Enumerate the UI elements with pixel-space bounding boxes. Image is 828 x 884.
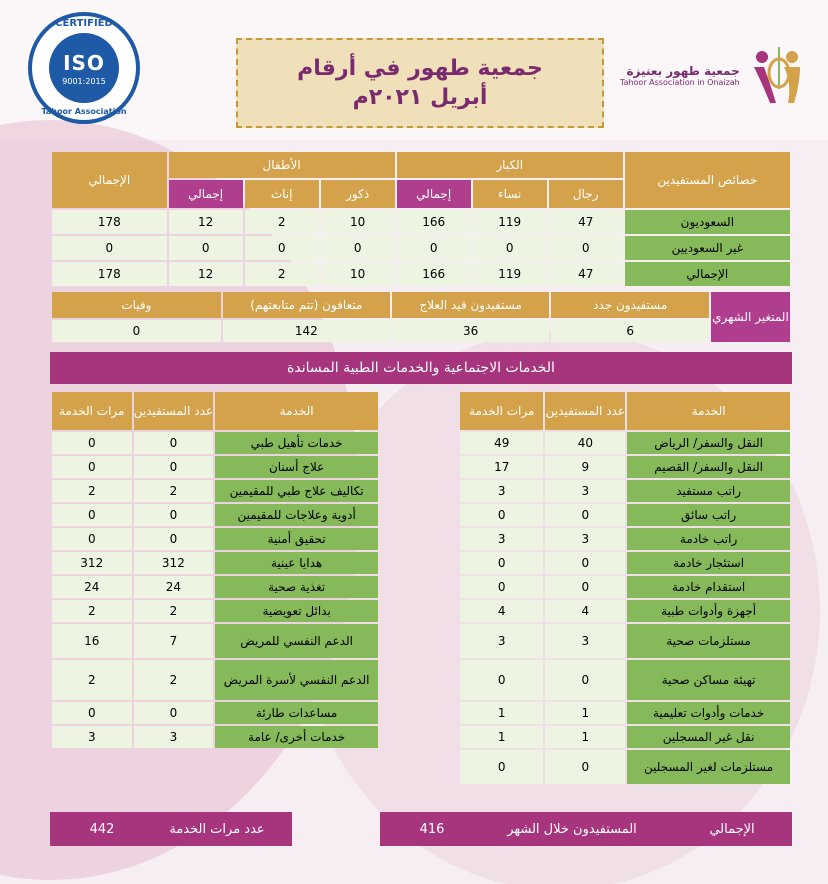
row-label: الإجمالي bbox=[625, 262, 790, 286]
page-subtitle-date: أبريل ٢٠٢١م bbox=[352, 85, 488, 110]
beneficiaries-count: 0 bbox=[545, 552, 625, 574]
service-name: مساعدات طارئة bbox=[215, 702, 378, 724]
beneficiaries-count: 0 bbox=[134, 702, 214, 724]
beneficiaries-count: 2 bbox=[134, 660, 214, 700]
cell-children-total: 12 bbox=[169, 262, 243, 286]
service-name: النقل والسفر/ القصيم bbox=[627, 456, 790, 478]
header-recovered: متعافون (تتم متابعتهم) bbox=[223, 292, 390, 318]
service-times: 0 bbox=[460, 750, 543, 784]
service-name: الدعم النفسي للمريض bbox=[215, 624, 378, 658]
cell-males: 0 bbox=[321, 236, 395, 260]
service-times: 0 bbox=[460, 504, 543, 526]
table-row bbox=[52, 726, 378, 748]
table-row bbox=[52, 210, 790, 234]
header-men: رجال bbox=[549, 180, 623, 208]
service-name: تغذية صحية bbox=[215, 576, 378, 598]
cell-males: 10 bbox=[321, 210, 395, 234]
table-row bbox=[52, 528, 378, 550]
header-females: إناث bbox=[245, 180, 319, 208]
service-times: 0 bbox=[52, 432, 132, 454]
beneficiaries-count: 2 bbox=[134, 480, 214, 502]
service-name: خدمات أخرى/ عامة bbox=[215, 726, 378, 748]
service-name: أجهزة وأدوات طبية bbox=[627, 600, 790, 622]
service-name: أدوية وعلاجات للمقيمين bbox=[215, 504, 378, 526]
cell-women: 119 bbox=[473, 262, 547, 286]
service-times: 0 bbox=[52, 702, 132, 724]
header-deaths: وفيات bbox=[52, 292, 221, 318]
beneficiaries-count: 24 bbox=[134, 576, 214, 598]
beneficiaries-count: 0 bbox=[134, 528, 214, 550]
beneficiaries-count: 0 bbox=[134, 504, 214, 526]
table-row bbox=[52, 660, 378, 700]
iso-certification-seal bbox=[28, 12, 140, 124]
service-times: 24 bbox=[52, 576, 132, 598]
cell-total: 178 bbox=[52, 210, 167, 234]
cell-men: 0 bbox=[549, 236, 623, 260]
seal-standard-text: 9001:2015 bbox=[62, 76, 106, 86]
beneficiaries-count: 1 bbox=[545, 702, 625, 724]
service-name: هدايا عينية bbox=[215, 552, 378, 574]
row-label: السعوديون bbox=[625, 210, 790, 234]
service-times: 2 bbox=[52, 600, 132, 622]
row-label: غير السعوديين bbox=[625, 236, 790, 260]
service-times: 3 bbox=[460, 480, 543, 502]
service-times: 3 bbox=[52, 726, 132, 748]
table-row bbox=[460, 552, 790, 574]
header-beneficiaries: عدد المستفيدين bbox=[545, 392, 625, 430]
services-table-right bbox=[458, 390, 792, 786]
value-deaths: 0 bbox=[52, 320, 221, 342]
cell-females: 2 bbox=[245, 262, 319, 286]
monthly-label: المتغير الشهري bbox=[711, 292, 790, 342]
cell-males: 10 bbox=[321, 262, 395, 286]
table-row bbox=[460, 600, 790, 622]
cell-men: 47 bbox=[549, 210, 623, 234]
footer-total-bar bbox=[380, 812, 792, 846]
service-times: 16 bbox=[52, 624, 132, 658]
page-title: جمعية طهور في أرقام bbox=[297, 56, 543, 81]
service-times: 3 bbox=[460, 528, 543, 550]
footer-total-label: الإجمالي bbox=[709, 821, 755, 837]
table-row bbox=[52, 552, 378, 574]
value-new-beneficiaries: 6 bbox=[551, 320, 709, 342]
header-under-treatment: مستفيدون قيد العلاج bbox=[392, 292, 550, 318]
service-name: خدمات تأهيل طبي bbox=[215, 432, 378, 454]
table-row bbox=[52, 432, 378, 454]
beneficiaries-count: 4 bbox=[545, 600, 625, 622]
footer-monthly-beneficiaries-value: 416 bbox=[419, 821, 445, 837]
service-name: النقل والسفر/ الرياض bbox=[627, 432, 790, 454]
table-row bbox=[52, 600, 378, 622]
cell-children-total: 12 bbox=[169, 210, 243, 234]
header-service: الخدمة bbox=[215, 392, 378, 430]
services-section-title: الخدمات الاجتماعية والخدمات الطبية المساندة bbox=[50, 352, 792, 384]
service-times: 0 bbox=[460, 552, 543, 574]
table-row bbox=[52, 480, 378, 502]
service-times: 3 bbox=[460, 624, 543, 658]
beneficiaries-count: 2 bbox=[134, 600, 214, 622]
service-name: نقل غير المسجلين bbox=[627, 726, 790, 748]
table-row bbox=[52, 624, 378, 658]
service-times: 49 bbox=[460, 432, 543, 454]
beneficiaries-count: 3 bbox=[545, 480, 625, 502]
header-children: الأطفال bbox=[169, 152, 395, 178]
beneficiaries-count: 40 bbox=[545, 432, 625, 454]
cell-total: 0 bbox=[52, 236, 167, 260]
table-row bbox=[52, 576, 378, 598]
cell-men: 47 bbox=[549, 262, 623, 286]
service-name: بدائل تعويضية bbox=[215, 600, 378, 622]
beneficiaries-count: 0 bbox=[545, 576, 625, 598]
footer-service-times-bar bbox=[50, 812, 292, 846]
service-name: تهيئة مساكن صحية bbox=[627, 660, 790, 700]
cell-total: 178 bbox=[52, 262, 167, 286]
table-row bbox=[460, 660, 790, 700]
service-times: 1 bbox=[460, 726, 543, 748]
service-name: تحقيق أمنية bbox=[215, 528, 378, 550]
service-times: 0 bbox=[460, 576, 543, 598]
cell-children-total: 0 bbox=[169, 236, 243, 260]
cell-adults-total: 166 bbox=[397, 210, 471, 234]
service-name: مستلزمات صحية bbox=[627, 624, 790, 658]
monthly-variables-table bbox=[50, 290, 792, 344]
table-row bbox=[460, 504, 790, 526]
header-males: ذكور bbox=[321, 180, 395, 208]
seal-top-text: CERTIFIED bbox=[55, 18, 113, 29]
service-times: 0 bbox=[52, 504, 132, 526]
service-name: خدمات وأدوات تعليمية bbox=[627, 702, 790, 724]
beneficiaries-count: 0 bbox=[134, 432, 214, 454]
service-times: 4 bbox=[460, 600, 543, 622]
cell-females: 0 bbox=[245, 236, 319, 260]
header-women: نساء bbox=[473, 180, 547, 208]
header-characteristics: خصائص المستفيدين bbox=[625, 152, 790, 208]
seal-core bbox=[49, 33, 119, 103]
cell-women: 0 bbox=[473, 236, 547, 260]
logo-text bbox=[620, 64, 740, 87]
service-name: راتب خادمة bbox=[627, 528, 790, 550]
cell-women: 119 bbox=[473, 210, 547, 234]
beneficiaries-count: 0 bbox=[134, 456, 214, 478]
service-times: 0 bbox=[52, 528, 132, 550]
service-name: راتب مستفيد bbox=[627, 480, 790, 502]
header-adults-total: إجمالي bbox=[397, 180, 471, 208]
table-row bbox=[460, 456, 790, 478]
header-service: الخدمة bbox=[627, 392, 790, 430]
table-row bbox=[460, 576, 790, 598]
logo-english-name: Tahoor Association in Onaizah bbox=[620, 77, 740, 87]
service-name: علاج أسنان bbox=[215, 456, 378, 478]
value-under-treatment: 36 bbox=[392, 320, 550, 342]
seal-iso-text: ISO bbox=[63, 50, 105, 75]
service-times: 17 bbox=[460, 456, 543, 478]
beneficiaries-count: 3 bbox=[545, 528, 625, 550]
table-row bbox=[460, 726, 790, 748]
association-logo bbox=[620, 40, 820, 110]
footer-service-times-label: عدد مرات الخدمة bbox=[169, 821, 265, 837]
cell-females: 2 bbox=[245, 210, 319, 234]
service-times: 312 bbox=[52, 552, 132, 574]
service-name: الدعم النفسي لأسرة المريض bbox=[215, 660, 378, 700]
service-name: مستلزمات لغير المسجلين bbox=[627, 750, 790, 784]
header-new-beneficiaries: مستفيدون جدد bbox=[551, 292, 709, 318]
service-name: استئجار خادمة bbox=[627, 552, 790, 574]
header-children-total: إجمالي bbox=[169, 180, 243, 208]
header-adults: الكبار bbox=[397, 152, 623, 178]
table-row bbox=[460, 432, 790, 454]
table-row bbox=[460, 480, 790, 502]
beneficiaries-count: 0 bbox=[545, 750, 625, 784]
cell-adults-total: 166 bbox=[397, 262, 471, 286]
header-beneficiaries: عدد المستفيدين bbox=[134, 392, 214, 430]
service-name: تكاليف علاج طبي للمقيمين bbox=[215, 480, 378, 502]
beneficiary-characteristics-table bbox=[50, 150, 792, 288]
table-row bbox=[460, 702, 790, 724]
table-row bbox=[460, 528, 790, 550]
service-times: 1 bbox=[460, 702, 543, 724]
value-recovered: 142 bbox=[223, 320, 390, 342]
logo-figures-icon bbox=[748, 43, 812, 107]
table-row bbox=[52, 702, 378, 724]
cell-adults-total: 0 bbox=[397, 236, 471, 260]
table-row bbox=[52, 456, 378, 478]
beneficiaries-count: 1 bbox=[545, 726, 625, 748]
header-service-times: مرات الخدمة bbox=[52, 392, 132, 430]
footer-service-times-value: 442 bbox=[89, 821, 115, 837]
service-times: 0 bbox=[460, 660, 543, 700]
footer-monthly-beneficiaries-label: المستفيدون خلال الشهر bbox=[507, 821, 637, 837]
service-times: 2 bbox=[52, 660, 132, 700]
header-service-times: مرات الخدمة bbox=[460, 392, 543, 430]
beneficiaries-count: 7 bbox=[134, 624, 214, 658]
beneficiaries-count: 3 bbox=[134, 726, 214, 748]
beneficiaries-count: 312 bbox=[134, 552, 214, 574]
table-row bbox=[52, 262, 790, 286]
logo-arabic-name: جمعية طهور بعنيزة bbox=[626, 63, 740, 78]
header-total: الإجمالي bbox=[52, 152, 167, 208]
table-row bbox=[460, 624, 790, 658]
service-times: 2 bbox=[52, 480, 132, 502]
title-box bbox=[236, 38, 604, 128]
beneficiaries-count: 0 bbox=[545, 660, 625, 700]
table-row bbox=[52, 504, 378, 526]
table-row bbox=[52, 236, 790, 260]
services-table-left bbox=[50, 390, 380, 750]
table-row bbox=[460, 750, 790, 784]
service-name: راتب سائق bbox=[627, 504, 790, 526]
beneficiaries-count: 9 bbox=[545, 456, 625, 478]
beneficiaries-count: 3 bbox=[545, 624, 625, 658]
service-name: استقدام خادمة bbox=[627, 576, 790, 598]
service-times: 0 bbox=[52, 456, 132, 478]
beneficiaries-count: 0 bbox=[545, 504, 625, 526]
seal-bottom-text: Tahoor Association bbox=[41, 107, 127, 116]
